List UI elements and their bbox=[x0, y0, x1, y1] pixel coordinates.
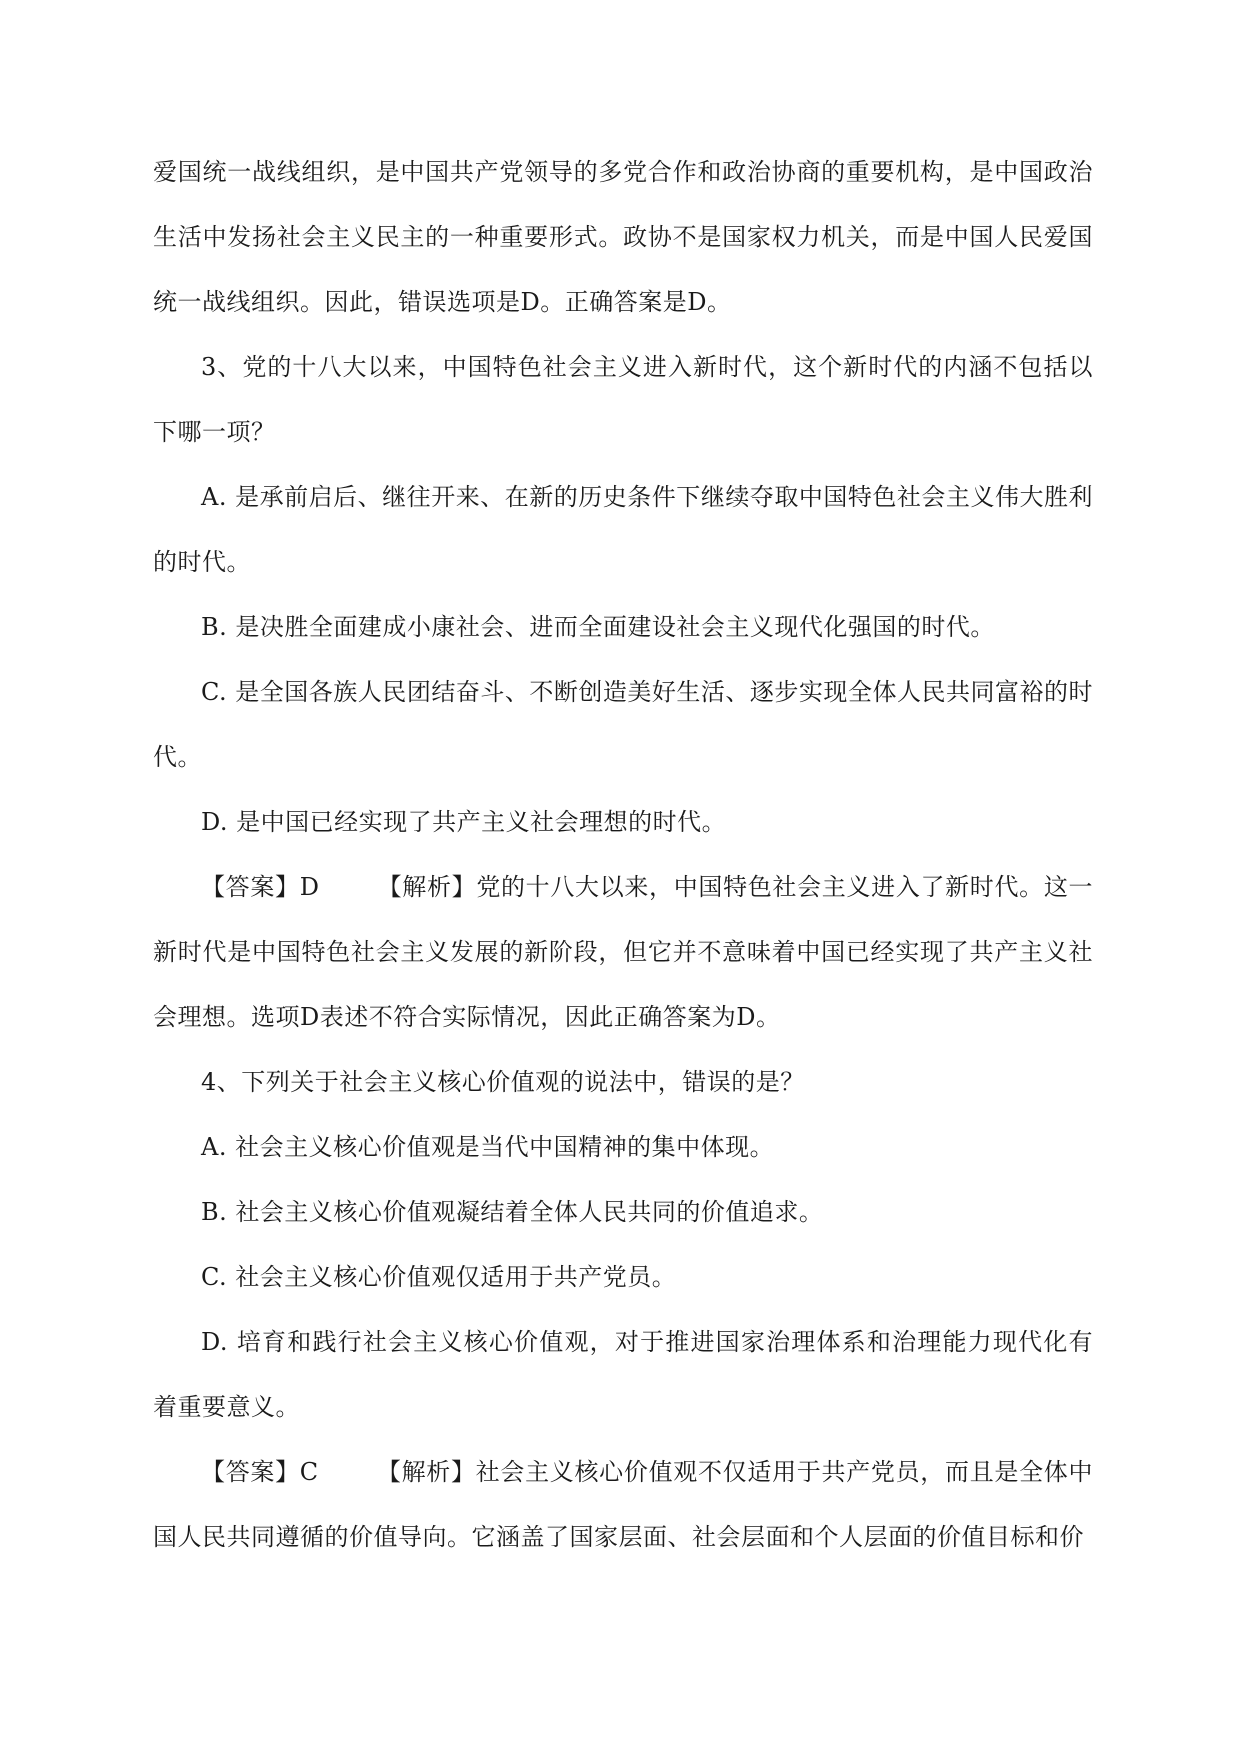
question-3-option-c: C. 是全国各族人民团结奋斗、不断创造美好生活、逐步实现全体人民共同富裕的时代。 bbox=[153, 678, 1093, 771]
question-4-analysis: 【解析】社会主义核心价值观不仅适用于共产党员，而且是全体中国人民共同遵循的价值导向。它涵盖了国家层面、社会层面和个人层面的价值目标和价 bbox=[153, 1458, 1093, 1551]
question-4-option-c: C. 社会主义核心价值观仅适用于共产党员。 bbox=[201, 1263, 677, 1291]
question-4-option-a: A. 社会主义核心价值观是当代中国精神的集中体现。 bbox=[201, 1133, 775, 1161]
question-3: 3、党的十八大以来，中国特色社会主义进入新时代，这个新时代的内涵不包括以下哪一项？ bbox=[153, 353, 1093, 446]
question-3-option-b: B. 是决胜全面建成小康社会、进而全面建设社会主义现代化强国的时代。 bbox=[201, 613, 995, 641]
question-3-option-a: A. 是承前启后、继往开来、在新的历史条件下继续夺取中国特色社会主义伟大胜利的时代。 bbox=[153, 483, 1093, 576]
question-3-answer-block bbox=[153, 855, 1093, 1050]
document-body bbox=[153, 140, 1093, 1570]
question-4-option-b: B. 社会主义核心价值观凝结着全体人民共同的价值追求。 bbox=[201, 1198, 824, 1226]
question-3-option-d: D. 是中国已经实现了共产主义社会理想的时代。 bbox=[201, 808, 727, 836]
question-4-option-d: D. 培育和践行社会主义核心价值观，对于推进国家治理体系和治理能力现代化有着重要意义。 bbox=[153, 1328, 1093, 1421]
question-4: 4、下列关于社会主义核心价值观的说法中，错误的是？ bbox=[201, 1068, 805, 1096]
intro-paragraph: 爱国统一战线组织，是中国共产党领导的多党合作和政治协商的重要机构，是中国政治生活中发扬社会主义民主的一种重要形式。政协不是国家权力机关，而是中国人民爱国统一战线组织。因此，错误选项是D。正确答案是D。 bbox=[153, 158, 1093, 316]
question-4-answer: 【答案】C bbox=[201, 1458, 319, 1486]
question-3-analysis: 【解析】党的十八大以来，中国特色社会主义进入了新时代。这一新时代是中国特色社会主义发展的新阶段，但它并不意味着中国已经实现了共产主义社会理想。选项D表述不符合实际情况，因此正确答案为D。 bbox=[153, 873, 1094, 1031]
question-4-answer-block bbox=[153, 1440, 1093, 1570]
question-3-answer: 【答案】D bbox=[201, 873, 320, 901]
